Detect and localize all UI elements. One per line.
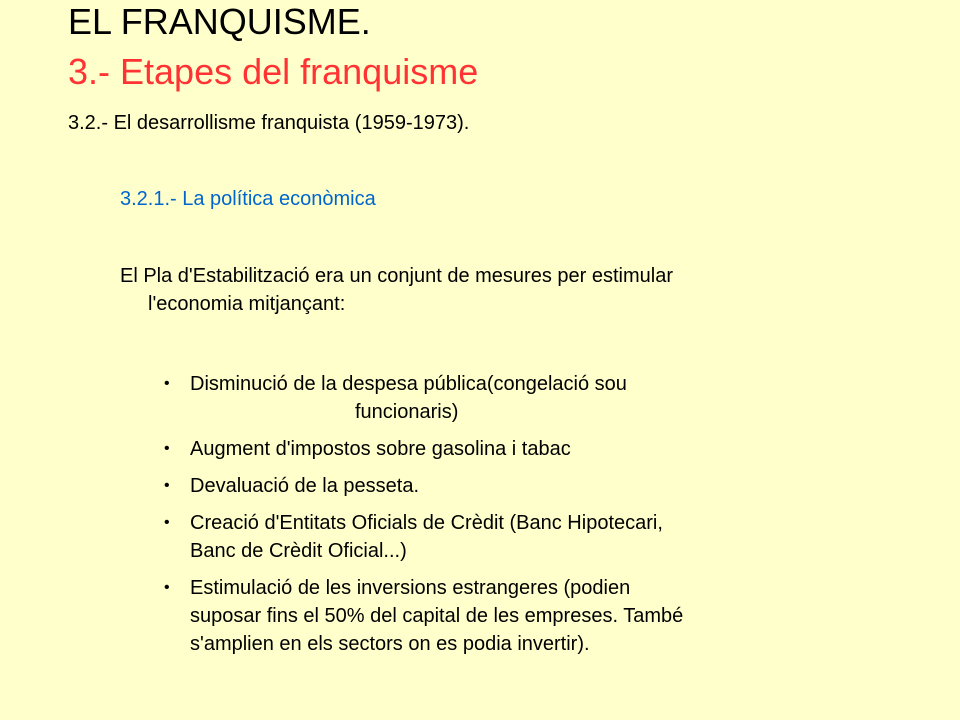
bullet-icon: •	[164, 514, 170, 531]
list-item	[162, 509, 862, 565]
list-item-line: Disminució de la despesa pública(congelació sou	[190, 373, 627, 395]
intro-line-1: El Pla d'Estabilització era un conjunt de mesures per estimular	[120, 265, 673, 287]
list-item-line: Creació d'Entitats Oficials de Crèdit (Banc Hipotecari,	[190, 512, 663, 534]
list-item-line: funcionaris)	[355, 401, 459, 423]
bullet-icon: •	[164, 477, 170, 494]
list-item-line: Banc de Crèdit Oficial...)	[190, 540, 407, 562]
list-item	[162, 574, 862, 658]
bullet-icon: •	[164, 579, 170, 596]
list-item	[162, 370, 862, 426]
subsection-heading: 3.2.1.- La política econòmica	[120, 188, 376, 210]
list-item	[162, 435, 862, 463]
bullet-icon: •	[164, 375, 170, 392]
intro-line-2: l'economia mitjançant:	[148, 293, 346, 315]
list-item-line: Estimulació de les inversions estrangeres (podien	[190, 577, 631, 599]
list-item-line: Devaluació de la pesseta.	[190, 475, 420, 497]
slide-subtitle: 3.- Etapes del franquisme	[68, 51, 479, 92]
list-item	[162, 472, 862, 500]
list-item-line: suposar fins el 50% del capital de les empreses. També	[190, 605, 684, 627]
slide-title: EL FRANQUISME.	[68, 1, 371, 42]
intro-paragraph	[120, 262, 880, 318]
section-heading: 3.2.- El desarrollisme franquista (1959-1973).	[68, 112, 470, 134]
list-item-line: Augment d'impostos sobre gasolina i tabac	[190, 438, 571, 460]
list-item-line: s'amplien en els sectors on es podia invertir).	[190, 633, 590, 655]
bullet-icon: •	[164, 440, 170, 457]
measures-list	[162, 370, 862, 667]
